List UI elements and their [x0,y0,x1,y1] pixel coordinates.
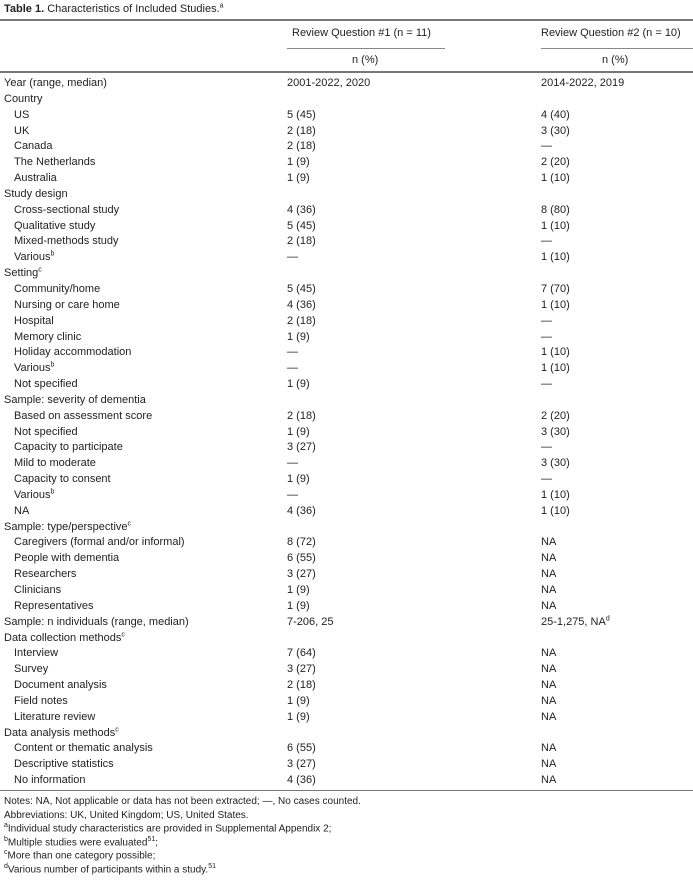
column-header-rq1: Review Question #1 (n = 11) [292,27,431,39]
row-label [14,773,279,789]
row-label-text: Country [4,92,43,105]
row-label-text: Nursing or care home [14,298,120,311]
note-line [4,836,361,850]
table-row [0,234,693,250]
row-label-text: Not specified [14,378,78,391]
rq2-value-text: NA [541,552,557,565]
row-label-text: The Netherlands [14,156,96,169]
rq1-value: — [287,346,298,359]
row-label [14,662,279,678]
table-row [0,203,693,219]
rq2-value-text: 1 (10) [541,504,570,517]
rq2-value [541,282,570,298]
rq2-value [541,741,556,757]
table-row [0,139,693,155]
rq2-value [541,646,556,662]
row-label [4,520,279,536]
row-label-text: Capacity to participate [14,441,123,454]
row-label-text: Not specified [14,425,78,438]
row-label-text: UK [14,124,30,137]
table-label: Table 1. [4,3,45,15]
row-label [14,234,279,250]
rq1-value: 4 (36) [287,203,316,216]
rq2-value-text: 25-1,275, NA [541,615,606,628]
rq2-value [541,330,552,346]
footnote-mark: c [4,849,8,857]
row-label-text: Caregivers (formal and/or informal) [14,536,185,549]
row-label-text: Researchers [14,568,77,581]
rq2-value-text: 1 (10) [541,362,570,375]
rq2-value [541,314,552,330]
note-text: Abbreviations: UK, United Kingdom; US, United States. [4,809,249,821]
header-underline-rq2 [541,48,693,49]
footnote-mark: c [115,725,119,733]
rq1-value: 1 (9) [287,710,310,723]
row-label-text: Based on assessment score [14,409,153,422]
table-section-row [0,726,693,742]
table-section-row [0,92,693,108]
rq2-value [541,488,570,504]
row-label [14,535,279,551]
rq2-value [541,662,556,678]
bottom-rule [0,790,693,791]
rq2-value [541,583,556,599]
row-label-text: Australia [14,172,57,185]
note-text: Various number of participants within a study. [7,864,209,876]
rq2-value-text: 3 (30) [541,457,570,470]
table-notes [4,795,361,877]
row-label [14,361,279,377]
row-label [14,139,279,155]
footnote-mark: a [219,2,224,10]
rq2-value [541,535,556,551]
rq2-value [541,345,570,361]
table-row [0,504,693,520]
rq2-value [541,551,556,567]
row-label-text: Hospital [14,314,54,327]
rq1-value: 6 (55) [287,742,316,755]
rq2-value-text: 2014-2022, 2019 [541,77,625,89]
table-row [0,567,693,583]
table-section-row [0,266,693,282]
rq2-value-text: — [541,378,552,391]
footnote-mark: c [38,266,42,274]
rq1-value: 2 (18) [287,314,316,327]
rq1-value: 2 (18) [287,409,316,422]
row-label [4,92,279,108]
row-label [14,250,279,266]
row-label-text: Various [14,362,51,375]
row-label-text: Canada [14,140,53,153]
rq1-value: 1 (9) [287,425,310,438]
rq2-value-text: 1 (10) [541,346,570,359]
rq2-value-text: NA [541,568,557,581]
footnote-mark: d [4,862,8,870]
rq2-value-text: 7 (70) [541,282,570,295]
note-text: Multiple studies were evaluated [7,837,148,849]
row-label [14,694,279,710]
note-line [4,809,361,823]
row-label-text: Cross-sectional study [14,203,120,216]
row-label-text: Capacity to consent [14,473,111,486]
row-label-text: Various [14,251,51,264]
rq1-value: 2 (18) [287,124,316,137]
note-line [4,863,361,877]
rq2-value-text: NA [541,694,557,707]
rq1-value: 5 (45) [287,282,316,295]
row-label [14,409,279,425]
rq1-value: — [287,457,298,470]
rq2-value [541,377,552,393]
row-label-text: Sample: n individuals (range, median) [4,615,189,628]
rq2-value [541,678,556,694]
rq2-value-text: — [541,314,552,327]
rq2-value-text: 4 (40) [541,108,570,121]
row-label [14,282,279,298]
table-row [0,456,693,472]
reference-mark: 51 [208,862,216,870]
row-label-text: Various [14,488,51,501]
row-label [14,203,279,219]
table-row [0,472,693,488]
row-label-text: NA [14,504,30,517]
row-label [14,472,279,488]
rq2-value-text: NA [541,536,557,549]
rq2-value [541,456,570,472]
rq2-value [541,504,570,520]
row-label-text: Data analysis methods [4,726,116,739]
row-label [4,615,279,631]
rq2-value-text: NA [541,599,557,612]
rq1-value: 2 (18) [287,679,316,692]
table-row [0,425,693,441]
rq1-value: 5 (45) [287,219,316,232]
rq2-value-text: — [541,140,552,153]
row-label [14,567,279,583]
rq1-value: 1 (9) [287,694,310,707]
rq1-value: — [287,488,298,501]
row-label-text: Setting [4,267,39,280]
row-label [4,393,279,409]
column-header-rq2: Review Question #2 (n = 10) [541,27,681,39]
header-underline-rq1 [287,48,445,49]
rq2-value [541,361,570,377]
table-section-row [0,393,693,409]
table-row [0,345,693,361]
row-label [4,631,279,647]
rq2-value [541,773,556,789]
rq2-value-text: NA [541,663,557,676]
note-text: More than one category possible; [7,850,156,862]
table-row [0,250,693,266]
rq1-value: 1 (9) [287,172,310,185]
rq2-value-text: 1 (10) [541,488,570,501]
rq1-value: 3 (27) [287,663,316,676]
rq2-value-text: 1 (10) [541,172,570,185]
table-row [0,440,693,456]
table-section-row [0,631,693,647]
rq2-value-text: — [541,235,552,248]
rq2-value [541,425,570,441]
rq2-value-text: 1 (10) [541,219,570,232]
rq2-value-text: 1 (10) [541,251,570,264]
row-label [14,124,279,140]
rq2-value [541,139,552,155]
row-label-text: US [14,108,30,121]
rq1-value: 6 (55) [287,552,316,565]
table-row [0,155,693,171]
footnote-mark: c [121,630,125,638]
rq1-value: 4 (36) [287,504,316,517]
top-rule [0,19,693,21]
row-label [14,108,279,124]
row-label-text: Survey [14,663,49,676]
rq2-value [541,615,610,631]
table-row [0,361,693,377]
table-row [0,583,693,599]
table-row [0,409,693,425]
rq2-value [541,567,556,583]
rq2-value-text: NA [541,584,557,596]
rq2-value [541,472,552,488]
rq2-value [541,108,570,124]
row-label [14,345,279,361]
row-label-text: Field notes [14,694,68,707]
rq1-value: — [287,251,298,264]
table-row [0,219,693,235]
row-label [14,488,279,504]
row-label-text: Clinicians [14,584,62,596]
rq1-value: 3 (27) [287,758,316,771]
table-row [0,757,693,773]
row-label-text: Memory clinic [14,330,82,343]
rq2-value-text: NA [541,647,557,660]
rq1-value: 1 (9) [287,156,310,169]
rq2-value [541,599,556,615]
rq2-value [541,250,570,266]
rq2-value-text: — [541,441,552,454]
table-row [0,646,693,662]
footnote-mark: b [50,250,55,258]
rq2-value [541,203,570,219]
table-row [0,599,693,615]
table-row [0,535,693,551]
row-label [14,551,279,567]
row-label [14,757,279,773]
rq1-value: 4 (36) [287,298,316,311]
table-row [0,488,693,504]
rq2-value [541,440,552,456]
table-section-row [0,187,693,203]
rq2-value [541,757,556,773]
rq2-value-text: 8 (80) [541,203,570,216]
row-label-text: Content or thematic analysis [14,742,153,755]
row-label-text: Descriptive statistics [14,758,114,771]
row-label-text: Qualitative study [14,219,96,232]
row-label [14,440,279,456]
row-label [4,76,279,92]
rq1-value: 3 (27) [287,568,316,581]
row-label [14,155,279,171]
rq2-value [541,124,570,140]
row-label-text: Mild to moderate [14,457,96,470]
footnote-mark: c [127,519,132,527]
row-label [14,599,279,615]
table-section-row [0,76,693,92]
rq2-value-text: NA [541,774,557,787]
table-row [0,710,693,726]
row-label [14,377,279,393]
rq2-value-text: NA [541,679,557,692]
rq2-value-text: 1 (10) [541,298,570,311]
footnote-mark: a [4,822,8,830]
row-label [14,456,279,472]
rq2-value [541,409,570,425]
footnote-mark: b [50,361,55,369]
row-label [14,219,279,235]
table-section-row [0,520,693,536]
rq2-value [541,298,570,314]
rq1-value: 8 (72) [287,536,316,549]
table-row [0,773,693,789]
rq1-value: 2 (18) [287,235,316,248]
rq1-value: 5 (45) [287,108,316,121]
footnote-mark: b [4,835,8,843]
note-line [4,849,361,863]
rq2-value-text: — [541,330,552,343]
row-label-text: Year (range, median) [4,77,107,89]
note-line [4,822,361,836]
table-caption [4,2,224,17]
rq1-value: 7 (64) [287,647,316,660]
row-label [14,741,279,757]
row-label-text: Sample: severity of dementia [4,393,146,406]
rq1-value: 1 (9) [287,378,310,391]
rq2-value-text: 2 (20) [541,156,570,169]
rq2-value-text: 2 (20) [541,409,570,422]
row-label [14,298,279,314]
rq2-value [541,171,570,187]
rq2-value-text: 3 (30) [541,425,570,438]
row-label-text: Community/home [14,282,101,295]
row-label-text: Interview [14,647,59,660]
row-label [14,425,279,441]
table-row [0,171,693,187]
row-label [4,187,279,203]
row-label [14,678,279,694]
unit-header-rq2: n (%) [602,54,629,66]
rq2-value-text: 3 (30) [541,124,570,137]
rq1-value: 2001-2022, 2020 [287,77,371,89]
table-row [0,662,693,678]
header-rule [0,71,693,73]
rq1-value: — [287,362,298,375]
rq1-value: 1 (9) [287,473,310,486]
note-text: Notes: NA, Not applicable or data has not been extracted; —, No cases counted. [4,796,361,807]
rq2-value-text: NA [541,742,557,755]
row-label [14,583,279,599]
row-label-text: Mixed-methods study [14,235,119,248]
footnote-mark: d [605,615,610,623]
table-row [0,678,693,694]
rq1-value: 4 (36) [287,774,316,787]
rq2-value-text: NA [541,758,557,771]
rq2-value [541,710,556,726]
table-body [0,76,693,789]
rq2-value [541,155,570,171]
row-label-text: People with dementia [14,552,120,565]
table-title: Characteristics of Included Studies. [47,3,220,15]
rq2-value [541,76,624,92]
rq1-value: 3 (27) [287,441,316,454]
row-label [4,266,279,282]
row-label [14,646,279,662]
rq1-value: 1 (9) [287,584,310,596]
row-label-text: Sample: type/perspective [4,520,128,533]
row-label [14,710,279,726]
row-label-text: Literature review [14,710,96,723]
rq2-value [541,234,552,250]
rq1-value: 1 (9) [287,599,310,612]
unit-header-rq1: n (%) [352,54,379,66]
table-row [0,108,693,124]
row-label-text: Data collection methods [4,631,122,644]
row-label-text: Holiday accommodation [14,346,132,359]
row-label-text: Study design [4,187,68,200]
table-row [0,282,693,298]
reference-mark: 51 [147,835,156,843]
row-label [14,330,279,346]
rq2-value [541,694,556,710]
rq2-value [541,219,570,235]
table-row [0,124,693,140]
rq2-value-text: — [541,473,552,486]
note-tail: ; [155,837,159,849]
table-row [0,377,693,393]
rq2-value-text: NA [541,710,557,723]
rq1-value: 2 (18) [287,140,316,153]
table-row [0,694,693,710]
table-row [0,314,693,330]
note-line [4,795,361,809]
table-row [0,298,693,314]
table-row [0,741,693,757]
note-text: Individual study characteristics are provided in Supplemental Appendix 2; [7,823,332,835]
table-row [0,551,693,567]
row-label [4,726,279,742]
row-label [14,314,279,330]
footnote-mark: b [50,488,55,496]
table-section-row [0,615,693,631]
row-label-text: Document analysis [14,679,107,692]
rq1-value: 7-206, 25 [287,615,334,628]
table-row [0,330,693,346]
row-label-text: No information [14,774,86,787]
rq1-value: 1 (9) [287,330,310,343]
row-label [14,504,279,520]
row-label [14,171,279,187]
row-label-text: Representatives [14,599,94,612]
